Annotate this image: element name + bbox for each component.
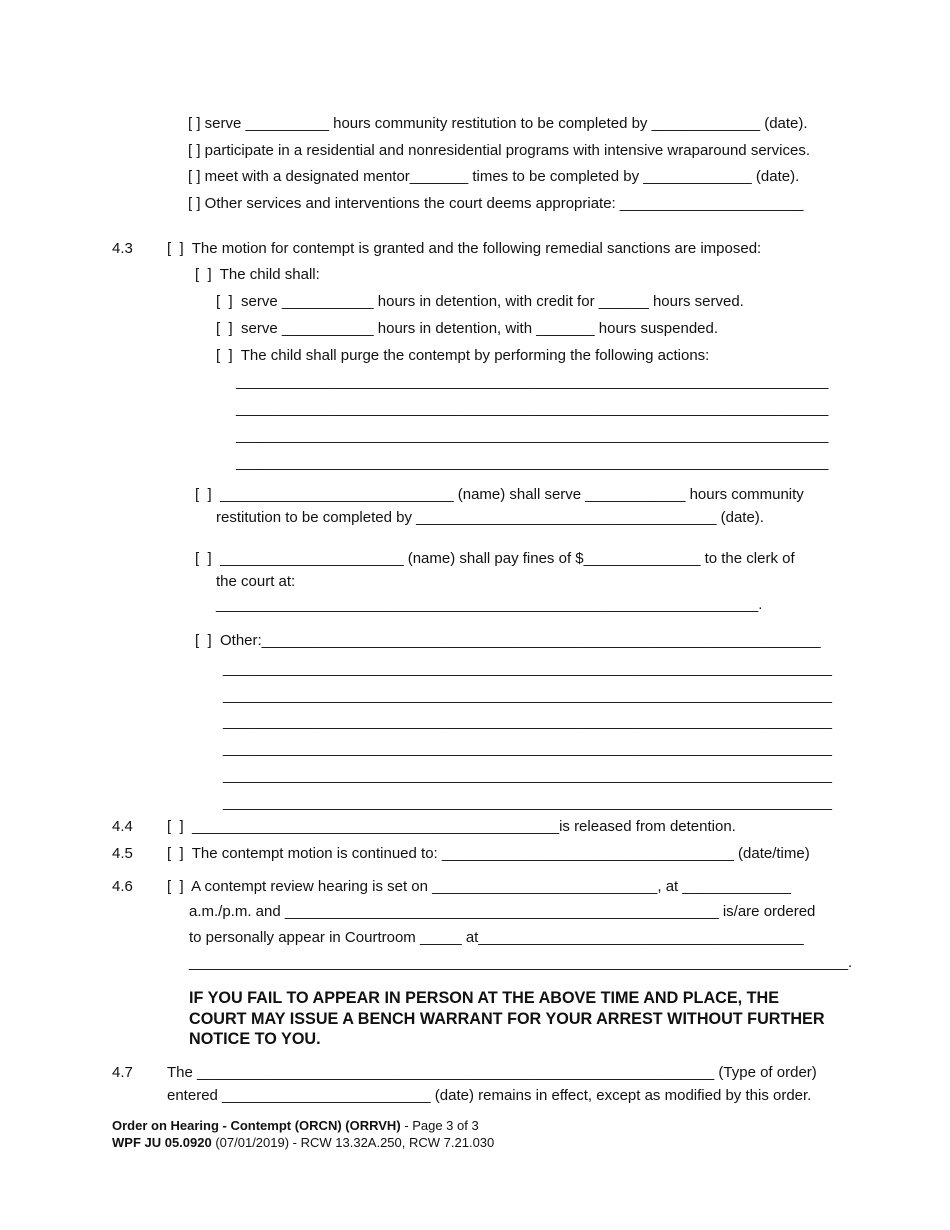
footer-title: Order on Hearing - Contempt (ORCN) (ORRVH) bbox=[112, 1118, 401, 1133]
serve-credit-line: [ ] serve ___________ hours in detention, with credit for ______ hours served. bbox=[216, 293, 744, 310]
fines-line-1: [ ] ______________________ (name) shall pay fines of $______________ to the clerk of bbox=[195, 550, 795, 567]
section-4-6-number: 4.6 bbox=[112, 878, 133, 895]
section-4-5-text: [ ] The contempt motion is continued to: ___________________________________ (date/time) bbox=[167, 845, 810, 862]
section-4-6-line-4: _______________________________________________________________________________. bbox=[189, 954, 853, 971]
other-blank-line: _________________________________________________________________________ bbox=[223, 740, 832, 757]
child-shall-line: [ ] The child shall: bbox=[195, 266, 320, 283]
purge-blank-line: _______________________________________________________________________ bbox=[236, 373, 829, 390]
section-4-3-text: [ ] The motion for contempt is granted and the following remedial sanctions are imposed: bbox=[167, 240, 762, 257]
footer-form-line bbox=[112, 1135, 494, 1151]
other-blank-line: _________________________________________________________________________ bbox=[223, 660, 832, 677]
restitution-line-1: [ ] ____________________________ (name) shall serve ____________ hours community bbox=[195, 486, 804, 503]
section-4-7-text: The ______________________________________________________________ (Type of order) bbox=[167, 1064, 817, 1081]
option-community-restitution: [ ] serve __________ hours community restitution to be completed by _____________ (date). bbox=[188, 115, 808, 132]
footer-title-line bbox=[112, 1118, 479, 1134]
fines-line-2: the court at: bbox=[216, 573, 296, 590]
section-4-6-line-3: to personally appear in Courtroom _____ at_______________________________________ bbox=[189, 929, 804, 946]
section-4-5-number: 4.5 bbox=[112, 845, 133, 862]
purge-blank-line: _______________________________________________________________________ bbox=[236, 454, 829, 471]
other-blank-line: _________________________________________________________________________ bbox=[223, 687, 832, 704]
other-line: [ ] Other:___________________________________________________________________ bbox=[195, 632, 821, 649]
footer-form-rest: (07/01/2019) - RCW 13.32A.250, RCW 7.21.030 bbox=[211, 1135, 495, 1150]
option-mentor: [ ] meet with a designated mentor_______ times to be completed by _____________ (date). bbox=[188, 168, 800, 185]
purge-contempt-line: [ ] The child shall purge the contempt by performing the following actions: bbox=[216, 347, 710, 364]
restitution-line-2: restitution to be completed by ____________________________________ (date). bbox=[216, 509, 764, 526]
footer-form-id: WPF JU 05.0920 bbox=[112, 1135, 212, 1150]
section-4-7-line-2: entered _________________________ (date) remains in effect, except as modified by this order. bbox=[167, 1087, 812, 1104]
purge-blank-line: _______________________________________________________________________ bbox=[236, 400, 829, 417]
section-4-6-line-2: a.m./p.m. and ____________________________________________________ is/are ordered bbox=[189, 903, 816, 920]
purge-blank-line: _______________________________________________________________________ bbox=[236, 427, 829, 444]
option-other-services: [ ] Other services and interventions the court deems appropriate: ______________________ bbox=[188, 195, 804, 212]
option-residential-program: [ ] participate in a residential and nonresidential programs with intensive wraparound services. bbox=[188, 142, 810, 159]
section-4-7-number: 4.7 bbox=[112, 1064, 133, 1081]
fines-line-3: _________________________________________________________________. bbox=[216, 596, 763, 613]
section-4-4-number: 4.4 bbox=[112, 818, 133, 835]
section-4-3-number: 4.3 bbox=[112, 240, 133, 257]
section-4-6-text: [ ] A contempt review hearing is set on ___________________________, at _____________ bbox=[167, 878, 791, 895]
bench-warrant-warning: IF YOU FAIL TO APPEAR IN PERSON AT THE ABOVE TIME AND PLACE, THE COURT MAY ISSUE A BENCH WARRANT FOR YOUR ARREST WITHOUT FURTHER NOTICE TO YOU. bbox=[189, 989, 825, 1048]
other-blank-line: _________________________________________________________________________ bbox=[223, 767, 832, 784]
serve-suspended-line: [ ] serve ___________ hours in detention, with _______ hours suspended. bbox=[216, 320, 719, 337]
other-blank-line: _________________________________________________________________________ bbox=[223, 794, 832, 811]
other-blank-line: _________________________________________________________________________ bbox=[223, 713, 832, 730]
footer-page: - Page 3 of 3 bbox=[400, 1118, 479, 1133]
section-4-4-text: [ ] ____________________________________________is released from detention. bbox=[167, 818, 736, 835]
